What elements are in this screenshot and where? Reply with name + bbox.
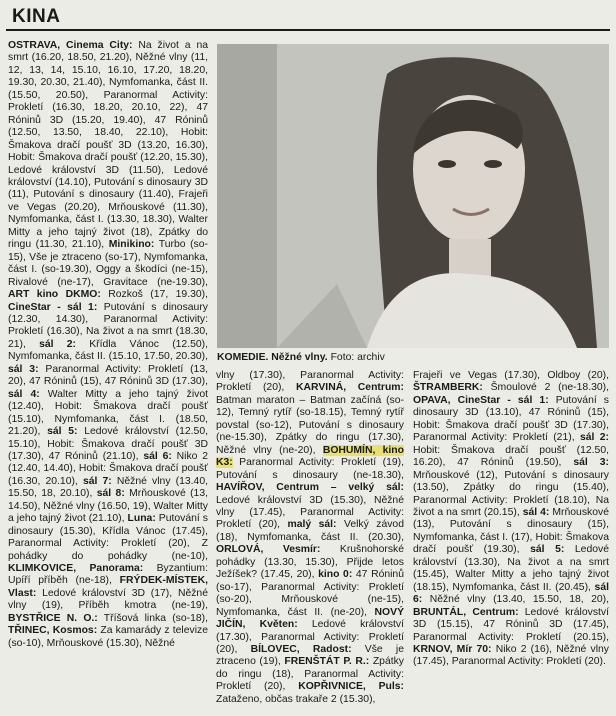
actress-photo <box>217 44 609 348</box>
venue-novy-jicin: NOVÝ JIČÍN, Květen: <box>216 606 404 631</box>
venue-stramberk: ŠTRAMBERK: <box>413 382 483 394</box>
venue-frydek-mistek: FRÝDEK-MÍSTEK, Vlast: <box>8 575 208 599</box>
venue-ostrava: OSTRAVA, Cinema City: <box>8 40 133 51</box>
venue-havirov: HAVÍŘOV, Centrum – <box>216 482 337 494</box>
photo-caption <box>217 352 609 366</box>
caption-credit: Foto: archiv <box>330 352 385 363</box>
venue-bystrice: BYSTŘICE N. O.: <box>8 612 98 624</box>
venue-orlova: ORLOVÁ, Vesmír: <box>216 544 321 556</box>
venue-trinec: TŘINEC, Kosmos: <box>8 625 98 637</box>
venue-bilovec: BÍLOVEC, Radost: <box>250 643 352 655</box>
masthead-rule <box>6 29 610 31</box>
venue-minikino: Minikino: <box>108 239 155 251</box>
venue-krnov: KRNOV, Mír 70: <box>413 643 492 655</box>
venue-bruntal: BRUNTÁL, Centrum: <box>413 606 519 618</box>
venue-cinestar-sal1: CineStar - sál 1: <box>8 301 98 313</box>
listings-column-1: OSTRAVA, Cinema City: Na život a na smrt (16.20, 18.50, 21.20), Něžné vlny (11, 12, 13, 14, 15.10, 16.10, 17.20, 18.20, 19.30, 20.30, 21.40), Nymfomanka, část II. (15.50, 20.50), Paranormal Activity: Prokletí (16.30, 18.20, 20.10, 22), 47 Róninů 3D (15.20, 19.40), 47 Róninů (12.50, 13.50, 18.40, 22.10), Hobit: Šmakova dračí poušť 3D (13.20, 16.30), Hobit: Šmakova dračí poušť (12.20, 15.30), Ledové království 3D (11.50), Ledové království (14.10), Putování s dinosaury 3D (11), Putování s dinosaury (11.40), Frajeři ve Vegas (20.20), Mrňouskové (11.30), Nymfomanka, část I. (13.30, 18.30), Walter Mitty a jeho tajný život (18), Zpátky do ringu (11.30, 21.10), Minikino: Turbo (so-15), Vše je ztraceno (so-17), Nymfomanka, část I. (so-19.30), Oggy a škodíci (ne-15), Rivalové (ne-17), Gravitace (ne-19.30), ART kino DKMO: Rozkoš (17, 19.30), CineStar - sál 1: Putování s dinosaury (12.30, 14.30), Paranormal Activity: Prokletí (16.30), Na život a na smrt (18.30, 21), sál 2: Křídla Vánoc (12.50), Nymfomanka, část II. (15.10, 17.50, 20.30), sál 3: Paranormal Activity: Prokletí (13, 20), 47 Róninů (15), 47 Róninů 3D (17.30), sál 4: Walter Mitty a jeho tajný život (12.40), Hobit: Šmakova dračí poušť (15.10), Nymfomanka, část I. (18.50, 21.20), sál 5: Ledové království (12.50, 15.10), Hobit: Šmakova dračí poušť 3D (17.30), 47 Róninů (21.10), sál 6: Niko 2 (12.40, 14.40), Hobit: Šmakova dračí poušť (16.30, 20.10), sál 7: Něžné vlny (13.40, 15.50, 18, 20.10), sál 8: Mrňouskové (13, 14.50), Něžné vlny (16.50, 19), Walter Mitty a jeho tajný život (21.10), Luna: Putování s dinosaury (15.30), Křídla Vánoc (17.45), Paranormal Activity: Prokletí (20), Z pohádky do pohádky (ne-10), KLIMKOVICE, Panorama: Byzantium: Upíří příběh (ne-18), FRÝDEK-MÍSTEK, Vlast: Ledové království 3D (17), Něžné vlny (19), Příběh kmotra (ne-19), BYSTŘICE N. O.: Tříšová linka (so-18), TŘINEC, Kosmos: Za kamarády z televize (so-10), Mrňouskové (15.30), Něžné <box>8 40 209 649</box>
venue-bohumin-highlighted: BOHUMÍN, kino K3: <box>216 444 404 469</box>
section-masthead <box>6 4 610 30</box>
venue-luna: Luna: <box>127 513 156 525</box>
venue-frenstat: FRENŠTÁT P. R.: <box>284 656 370 668</box>
listings-column-3: Frajeři ve Vegas (17.30), Oldboy (20), ŠTRAMBERK: Šmoulové 2 (ne-18.30), OPAVA, CineStar - sál 1: Putování s dinosaury 3D (13.10), 47 Róninů (15), Hobit: Šmakova dračí poušť 3D (17.30), Paranormal Activity: Prokletí (21), sál 2: Hobit: Šmakova dračí poušť (12.50, 16.20), 47 Róninů (19.50), sál 3: Mrňouskové (12), Putování s dinosaury (13.50), Zpátky do ringu (15.40), Paranormal Activity: Prokletí (18.10), Na život a na smrt (20.15), sál 4: Mrňouskové (13), Putování s dinosaury (15), Nymfomanka, část I. (17), Hobit: Šmakova dračí poušť (19.30), sál 5: Ledové království (13.30), Na život a na smrt (15.45), Walter Mitty a jeho tajný život (18.15), Nymfomanka, část II. (20.45), sál 6: Něžné vlny (13.40, 15.50, 18, 20), BRUNTÁL, Centrum: Ledové království 3D (15.15), 47 Róninů 3D (17.45), Paranormal Activity: Prokletí (20.15), KRNOV, Mír 70: Niko 2 (16), Něžné vlny (17.45), Paranormal Activity: Prokletí (20). <box>413 370 609 668</box>
venue-karvina: KARVINÁ, Centrum: <box>296 382 404 394</box>
venue-klimkovice: KLIMKOVICE, Panorama: <box>8 563 144 575</box>
venue-art-kino: ART kino DKMO: <box>8 289 101 301</box>
venue-opava: OPAVA, CineStar - sál 1: <box>413 394 549 406</box>
photo-illustration <box>217 44 609 348</box>
listings-column-2: vlny (17.30), Paranormal Activity: Prokletí (20), KARVINÁ, Centrum: Batman maraton – Batman začíná (so-12), Temný rytíř (so-18.15), Temný rytíř povstal (so-12), Putování s dinosaury (ne-15.30), Zpátky do ringu (17.30), Něžné vlny (ne-20), BOHUMÍN, kino K3: Paranormal Activity: Prokletí (19), Putování s dinosaury (ne-18.30), HAVÍŘOV, Centrum – velký sál: Ledové království 3D (15.30), Něžné vlny (17.45), Paranormal Activity: Prokletí (20), malý sál: Velký závod (18), Nymfomanka, část II. (20.30), ORLOVÁ, Vesmír: Krušnohorské pohádky (13.30, 15.30), Přijde letos Ježíšek? (17.45, 20), kino 0: 47 Róninů (so-17), Paranormal Activity: Prokletí (so-20), Mrňouskové (ne-15), Nymfomanka, část II. (ne-20), NOVÝ JIČÍN, Květen: Ledové království (17.30), Paranormal Activity: Prokletí (20), BÍLOVEC, Radost: Vše je ztraceno (19), FRENŠTÁT P. R.: Zpátky do ringu (18), Paranormal Activity: Prokletí (20), KOPŘIVNICE, Puls: Zataženo, občas trakaře 2 (15.30), <box>216 370 405 705</box>
section-title: KINA <box>12 6 61 27</box>
venue-koprivnice: KOPŘIVNICE, Puls: <box>298 681 404 693</box>
caption-lead: KOMEDIE. Něžné vlny. <box>217 352 328 363</box>
